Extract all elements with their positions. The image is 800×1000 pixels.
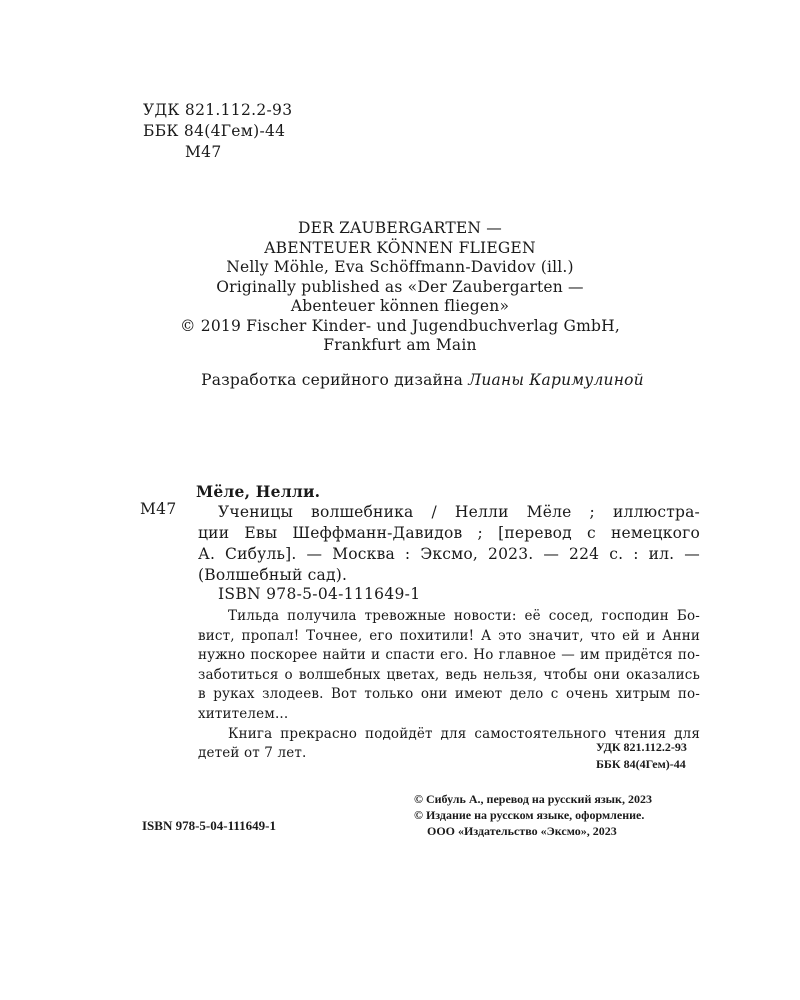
copyright-edition: © Издание на русском языке, оформление. xyxy=(414,808,645,822)
original-line: Nelly Möhle, Eva Schöffmann-Davidov (ill.) xyxy=(226,258,574,276)
original-edition-info xyxy=(0,219,800,356)
udk-code: УДК 821.112.2-93 xyxy=(143,101,293,119)
classification-block xyxy=(143,100,292,163)
original-line: Originally published as «Der Zaubergarten — xyxy=(216,277,584,296)
annotation-line: нужно поскорее найти и спасти его. Но главное — им придётся по- xyxy=(198,647,700,664)
annotation-line: Тильда получила тревожные новости: её сосед, господин Бо- xyxy=(228,608,700,624)
annotation-line: в руках злодеев. Вот только они имеют дело с очень хитрым по- xyxy=(198,686,700,703)
bib-author-mark: М47 xyxy=(140,500,177,518)
copyright-publisher: ООО «Издательство «Эксмо», 2023 xyxy=(427,824,617,838)
annotation-line: заботиться о волшебных цветах, ведь нельзя, чтобы они оказались xyxy=(198,666,700,683)
author-mark: М47 xyxy=(185,143,222,161)
udk-small-code: УДК 821.112.2-93 xyxy=(596,740,687,754)
copyright-block xyxy=(414,791,652,839)
designer-name: Лианы Каримулиной xyxy=(468,371,644,389)
bbk-small-code: ББК 84(4Гем)-44 xyxy=(596,757,686,771)
bib-description-line: А. Сибуль]. — Москва : Эксмо, 2023. — 224 с. : ил. — xyxy=(198,545,700,563)
udk-small-block xyxy=(596,739,687,773)
original-line: DER ZAUBERGARTEN — xyxy=(298,219,502,237)
bib-description xyxy=(198,502,700,586)
annotation-line: хитителем... xyxy=(198,705,289,722)
original-line: ABENTEUER KÖNNEN FLIEGEN xyxy=(264,238,536,257)
original-line: © 2019 Fischer Kinder- und Jugendbuchverlag GmbH, xyxy=(179,316,621,335)
original-line: Abenteuer können fliegen» xyxy=(290,297,510,315)
original-line: Frankfurt am Main xyxy=(323,336,477,354)
isbn-bottom: ISBN 978-5-04-111649-1 xyxy=(142,818,276,833)
bib-description-line: (Волшебный сад). xyxy=(198,566,348,584)
bib-description-line: Ученицы волшебника / Нелли Мёле ; иллюстра- xyxy=(218,503,700,521)
bbk-code: ББК 84(4Гем)-44 xyxy=(143,122,286,140)
bib-description-line: ции Евы Шеффманн-Давидов ; [перевод с немецкого xyxy=(198,524,700,542)
series-design-credit xyxy=(0,371,800,389)
design-credit-prefix: Разработка серийного дизайна xyxy=(201,371,469,389)
annotation-line: Книга прекрасно подойдёт для самостоятельного чтения для xyxy=(228,725,700,742)
copyright-translation: © Сибуль А., перевод на русский язык, 2023 xyxy=(414,792,652,806)
annotation-line: вист, пропал! Точнее, его похитили! А это значит, что ей и Анни xyxy=(198,627,700,644)
annotation-line: детей от 7 лет. xyxy=(198,745,307,762)
bibliographic-record xyxy=(198,481,700,586)
bib-author: Мёле, Нелли. xyxy=(196,482,321,501)
bib-isbn: ISBN 978-5-04-111649-1 xyxy=(218,585,421,603)
